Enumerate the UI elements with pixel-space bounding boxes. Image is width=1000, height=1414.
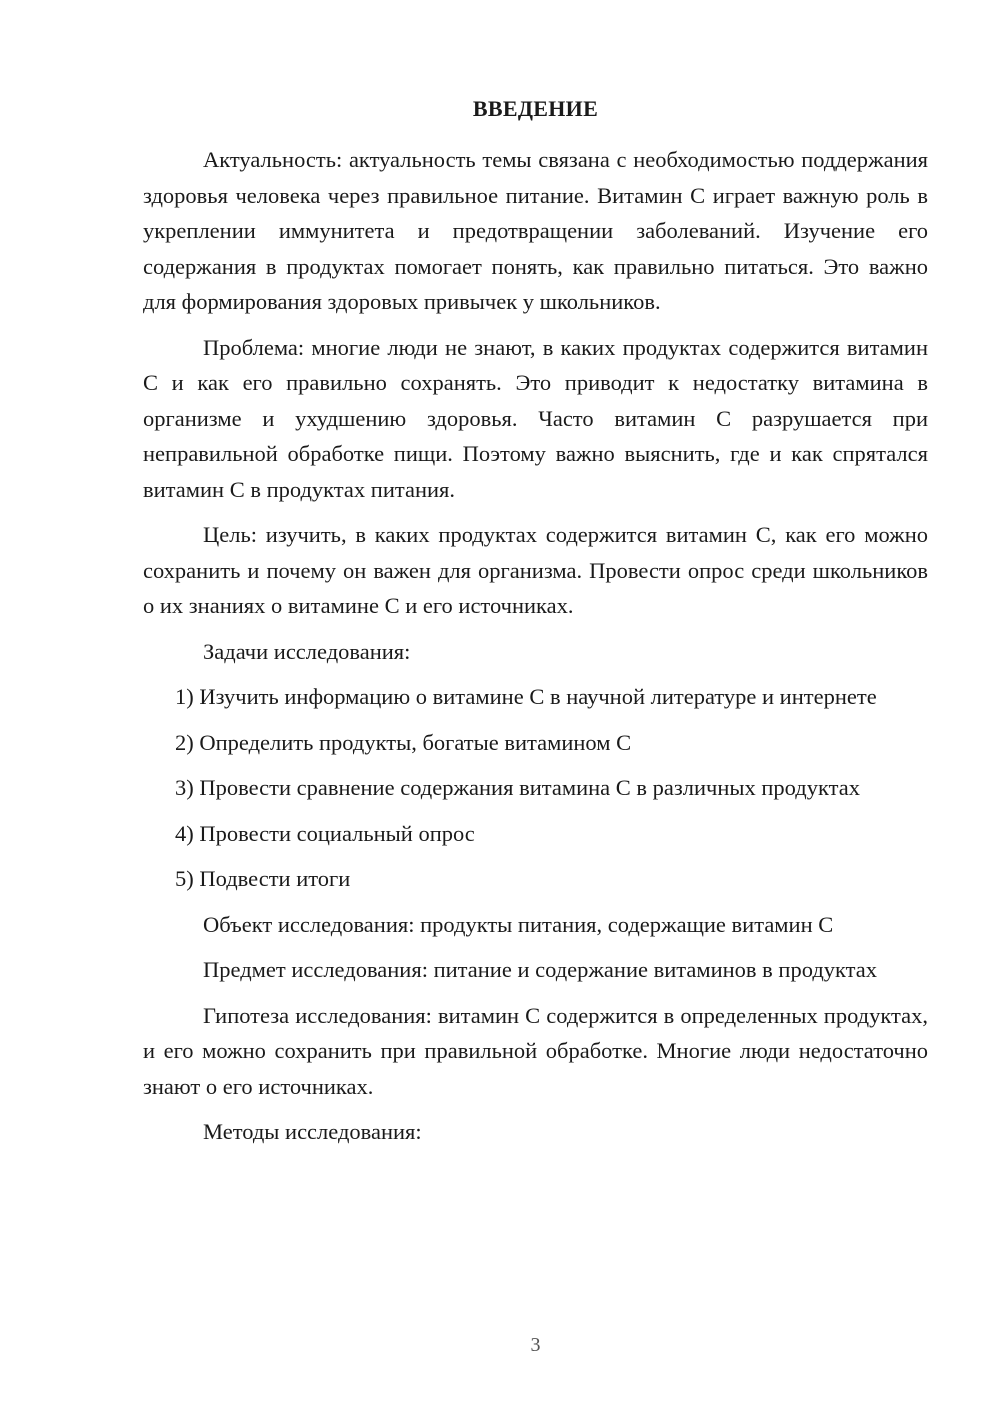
methods-title: Методы исследования: — [203, 1119, 422, 1144]
paragraph-hypothesis: Гипотеза исследования: витамин С содержится в определенных продуктах, и его можно сохранить при правильной обработке. Многие люди недостаточно знают о его источниках. — [143, 1002, 928, 1099]
task-item-3: 3) Провести сравнение содержания витамина С в различных продуктах — [175, 775, 860, 800]
document-page — [143, 0, 928, 1414]
page-number: 3 — [530, 1334, 541, 1356]
tasks-title: Задачи исследования: — [203, 638, 411, 664]
paragraph-relevance: Актуальность: актуальность темы связана с необходимостью поддержания здоровья человека через правильное питание. Витамин С играет важную роль в укреплении иммунитета и предотвращении заболеваний. Изучение его содержания в продуктах помогает понять, как правильно питаться. Это важно для формирования здоровых привычек у школьников. — [143, 147, 928, 314]
paragraph-problem: Проблема: многие люди не знают, в каких продуктах содержится витамин С и как его правильно сохранять. Это приводит к недостатку витамина в организме и ухудшению здоровья. Часто витамин С разрушается при неправильной обработке пищи. Поэтому важно выяснить, где и как спрятался витамин С в продуктах питания. — [143, 334, 928, 502]
task-item-1: 1) Изучить информацию о витамине С в научной литературе и интернете — [175, 684, 877, 709]
paragraph-subject: Предмет исследования: питание и содержание витаминов в продуктах — [203, 957, 878, 982]
paragraph-object: Объект исследования: продукты питания, содержащие витамин С — [203, 911, 834, 937]
task-item-4: 4) Провести социальный опрос — [175, 820, 475, 846]
document-body — [143, 142, 928, 1150]
section-heading: ВВЕДЕНИЕ — [472, 96, 599, 121]
task-item-2: 2) Определить продукты, богатые витамином С — [175, 729, 632, 755]
paragraph-goal: Цель: изучить, в каких продуктах содержится витамин С, как его можно сохранить и почему он важен для организма. Провести опрос среди школьников о их знаниях о витамине С и его источниках. — [143, 522, 928, 618]
task-item-5: 5) Подвести итоги — [175, 866, 351, 891]
